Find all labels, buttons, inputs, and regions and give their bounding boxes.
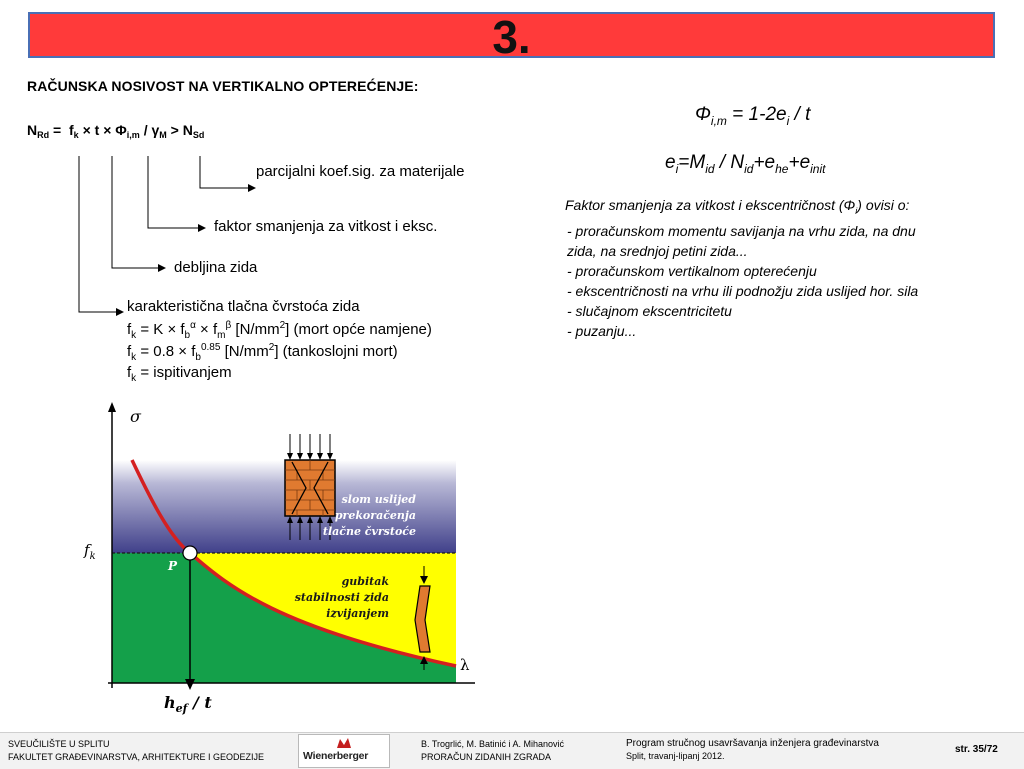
zone-top-line: slom uslijed — [341, 493, 416, 506]
point-p-label: P — [168, 559, 178, 573]
zone-mid-line: stabilnosti zida — [294, 591, 389, 604]
footer-authors: B. Trogrlić, M. Batinić i A. Mihanović PRORAČUN ZIDANIH ZGRADA — [421, 739, 565, 762]
point-p — [183, 546, 197, 560]
zone-mid-line: gubitak — [341, 575, 389, 588]
zone-mid-line: izvijanjem — [326, 607, 389, 620]
list-item: - proračunskom vertikalnom opterećenju — [567, 262, 817, 279]
list-item: - slučajnom ekscentricitetu — [567, 302, 732, 319]
wienerberger-logo: Wienerberger — [298, 734, 390, 768]
footer-program: Program stručnog usavršavanja inženjera građevinarstva Split, travanj-lipanj 2012. — [626, 738, 879, 761]
reduction-factor-title: Faktor smanjenja za vitkost i ekscentričnost $(\Phi_i)$ ovisi o: — [565, 197, 910, 216]
zone-top-line: tlačne čvrstoće — [322, 525, 416, 538]
reduction-factor-text — [565, 195, 1005, 341]
phi-formula: $\Phi_{i,m} = 1-2e_i / t$ — [695, 104, 811, 128]
page-number: str. 35/72 — [955, 744, 998, 755]
leader-phi — [148, 156, 200, 228]
zone-top-line: prekoračenja — [334, 509, 416, 522]
label-phi: faktor smanjenja za vitkost i eksc. — [214, 218, 438, 235]
label-fk: karakteristična tlačna čvrstoća zida — [127, 298, 360, 315]
list-item: - puzanju... — [567, 322, 637, 339]
footer-university: SVEUČILIŠTE U SPLITU FAKULTET GRAĐEVINARSTVA, ARHITEKTURE I GEODEZIJE — [8, 739, 265, 762]
fk-formula-3: $f_k$ = ispitivanjem — [127, 364, 232, 384]
label-thickness: debljina zida — [174, 259, 258, 276]
eccentricity-formula: $e_i=M_{id} / N_{id}+e_{he}+e_{init}$ — [665, 152, 826, 176]
list-item: - ekscentričnosti na vrhu ili podnožju zida uslijed hor. sila — [567, 282, 919, 299]
main-formula: $N_{Rd} = f_k \times t \times \Phi_{i,m} / \gamma_M > N_{Sd}$ — [27, 122, 205, 140]
label-gamma-m: parcijalni koef.sig. za materijale — [256, 163, 465, 180]
slide-number: 3. — [492, 11, 531, 63]
section-heading: RAČUNSKA NOSIVOST NA VERTIKALNO OPTEREĆENJE: — [27, 78, 419, 94]
leader-t — [112, 156, 160, 268]
logo-mark-icon — [335, 737, 353, 749]
fk-axis-label: $f_k$ — [84, 541, 96, 562]
fk-formula-2: $f_k = 0.8 \times f_b^{0.85}$ $[N/mm^2]$ (tankoslojni mort) — [127, 342, 398, 363]
leader-gamma — [200, 156, 250, 188]
list-item: - proračunskom momentu savijanja na vrhu zida, na dnu — [567, 222, 916, 239]
zone-crushing — [112, 460, 456, 553]
lambda-axis-label: λ — [460, 656, 470, 674]
sigma-axis-label: σ — [130, 407, 141, 426]
fk-formula-1: $f_k = K \times f_b^\alpha \times f_m^\beta$ $[N/mm^2]$ (mort opće namjene) — [127, 320, 432, 341]
x-caption: $h_{ef}$ / t — [164, 693, 212, 715]
capacity-diagram — [80, 398, 480, 718]
list-item: zida, na srednjoj petini zida... — [567, 242, 748, 259]
